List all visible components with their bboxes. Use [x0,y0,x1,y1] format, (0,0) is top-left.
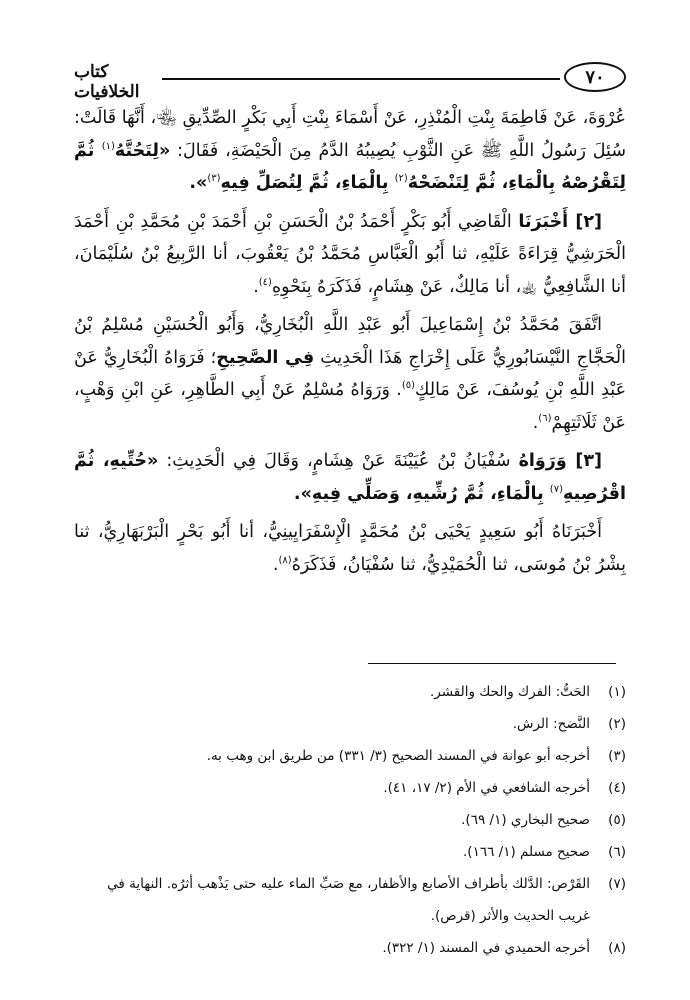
header-rule [162,78,560,80]
footnote-ref: (٢) [394,173,408,185]
footnote-number: (٧) [608,876,626,892]
text-span: أَخْبَرَنَاهُ أَبُو سَعِيدٍ يَحْيَى بْنُ مُحَمَّدٍ الْإِسْفَرَايِينِيُّ، أنا أَبُو بَحْرٍ الْبَرْبَهَارِيُّ، ثنا بِشْرُ بْنُ مُوسَى، ثنا الْحُمَيْدِيُّ، ثنا سُفْيَانُ، فَذَكَرَهُ [74,522,626,575]
hadith-quote: بِالْمَاءِ، ثُمَّ رُشِّيهِ، وَصَلِّي فِيهِ». [293,483,550,504]
footnote-ref: (١) [101,140,115,152]
text-span: الْقَاضِي أَبُو بَكْرٍ أَحْمَدُ بْنُ الْحَسَنِ بْنِ أَحْمَدَ بْنِ مُحَمَّدِ بْنِ أَحْمَدَ الْحَرَشِيُّ قِرَاءَةً عَلَيْهِ، ثنا أَبُو الْعَبَّاسِ مُحَمَّدُ بْنُ يَعْقُوبَ، أنا الرَّبِيعُ بْنُ سُلَيْمَانَ، أنا الشَّافِعِيُّ ﵀، أنا مَالِكٌ، عَنْ هِشَامٍ، فَذَكَرَهُ بِنَحْوِهِ [74,211,626,297]
text-span: اتَّفَقَ مُحَمَّدُ بْنُ إِسْمَاعِيلَ أَبُو عَبْدِ اللَّهِ الْبُخَارِيُّ، وَأَبُو الْحُسَيْنِ مُسْلِمُ بْنُ الْحَجَّاجِ النَّيْسَابُورِيُّ عَلَى إِخْرَاجِ هَذَا الْحَدِيثِ [74,315,626,368]
footnote-number: (٥) [608,812,626,828]
book-title: كتاب الخلافيات [74,62,140,102]
footnote-ref: (٦) [538,412,552,424]
footnote-ref: (٥) [401,380,416,392]
footnote-ref: (٨) [278,554,292,566]
text-span: سُفْيَانُ بْنُ عُيَيْنَةَ عَنْ هِشَامٍ، وَقَالَ فِي الْحَدِيثِ: [158,451,519,471]
text-span: . [272,554,279,575]
hadith-quote: بِالْمَاءِ، ثُمَّ لِتُصَلِّ فِيهِ [220,173,395,193]
footnote-text: أخرجه الحميدي في المسند (١/ ٣٢٢). [382,940,590,956]
footnote-text: صحيح مسلم (١/ ١٦٦). [463,844,590,860]
hadith-quote: «لِتَحُتَّهُ [114,140,171,161]
footnote-text: الحَتُّ: الفرك والحك والقشر. [430,684,590,700]
footnote-separator [368,663,616,664]
page-number: ٧٠ [564,62,626,92]
footnote-item [74,740,626,772]
footnote-number: (٢) [608,716,626,732]
footnote-text: أخرجه الشافعي في الأم (٢/ ١٧، ٤١). [383,780,590,796]
footnote-text: النَّضح: الرش. [512,716,590,732]
paragraph-label: [٣] وَرَوَاهُ [518,451,603,471]
footnote-number: (٦) [608,844,626,860]
footnotes [74,676,626,964]
footnote-number: (٨) [608,940,626,956]
text-span: عُرْوَةَ، عَنْ فَاطِمَةَ بِنْتِ الْمُنْذِرِ، عَنْ أَسْمَاءَ بِنْتِ أَبِي بَكْرٍ الصِّدِّيقِ ﵄، أَنَّهَا قَالَتْ: سُئِلَ رَسُولُ اللَّهِ ﷺ عَنِ الثَّوْبِ يُصِيبُهُ الدَّمُ مِنَ الْحَيْضَةِ، فَقَالَ: [74,108,627,161]
paragraph-5 [74,516,626,581]
paragraph-2 [74,206,626,304]
footnote-number: (٣) [608,748,626,764]
bold-phrase: فِي الصَّحِيحِ [216,347,315,368]
hadith-quote: ثُمَّ لِتَقْرُصْهُ بِالْمَاءِ، ثُمَّ لِتَنْضَحْهُ [74,140,626,193]
paragraph-hadith-1 [74,102,626,200]
footnote-item [74,676,626,708]
footnote-text: أخرجه أبو عوانة في المسند الصحيح (٣/ ٣٣١) من طريق ابن وهب به. [206,748,590,764]
footnote-ref: (٣) [207,173,221,185]
text-span: . [253,276,259,297]
footnote-ref: (٧) [549,483,563,495]
footnote-ref: (٤) [258,276,272,288]
footnote-number: (٤) [608,780,626,796]
main-text [74,102,626,587]
footnote-item [74,804,626,836]
text-span: ». [189,173,208,193]
paragraph-label: [٢] أَخْبَرَنَا [518,211,603,232]
page-header [74,58,626,102]
footnote-item [74,836,626,868]
text-span: . [532,412,539,433]
footnote-item [74,708,626,740]
paragraph-4 [74,445,626,510]
hadith-quote: «حُتِّيهِ، ثُمَّ اقْرُصِيهِ [74,451,626,504]
footnote-text: القَرْص: الدَّلك بأطراف الأصابع والأظفار، مع صَبِّ الماء عليه حتى يَذْهب أثرُه. النهاية في غريب الحديث والأثر (قرص). [107,876,590,924]
footnote-item [74,932,626,964]
footnote-item [74,772,626,804]
footnote-text: صحيح البخاري (١/ ٦٩). [461,812,590,828]
footnote-item [74,868,626,932]
footnote-number: (١) [608,684,626,700]
paragraph-3 [74,309,626,439]
text-span: ؛ فَرَوَاهُ الْبُخَارِيُّ عَنْ عَبْدِ اللَّهِ بْنِ يُوسُفَ، عَنْ مَالِكٍ [74,347,627,400]
text-span: . وَرَوَاهُ مُسْلِمٌ عَنْ أَبِي الطَّاهِرِ، عَنِ ابْنِ وَهْبٍ، عَنْ ثَلَاثَتِهِمْ [74,380,626,433]
